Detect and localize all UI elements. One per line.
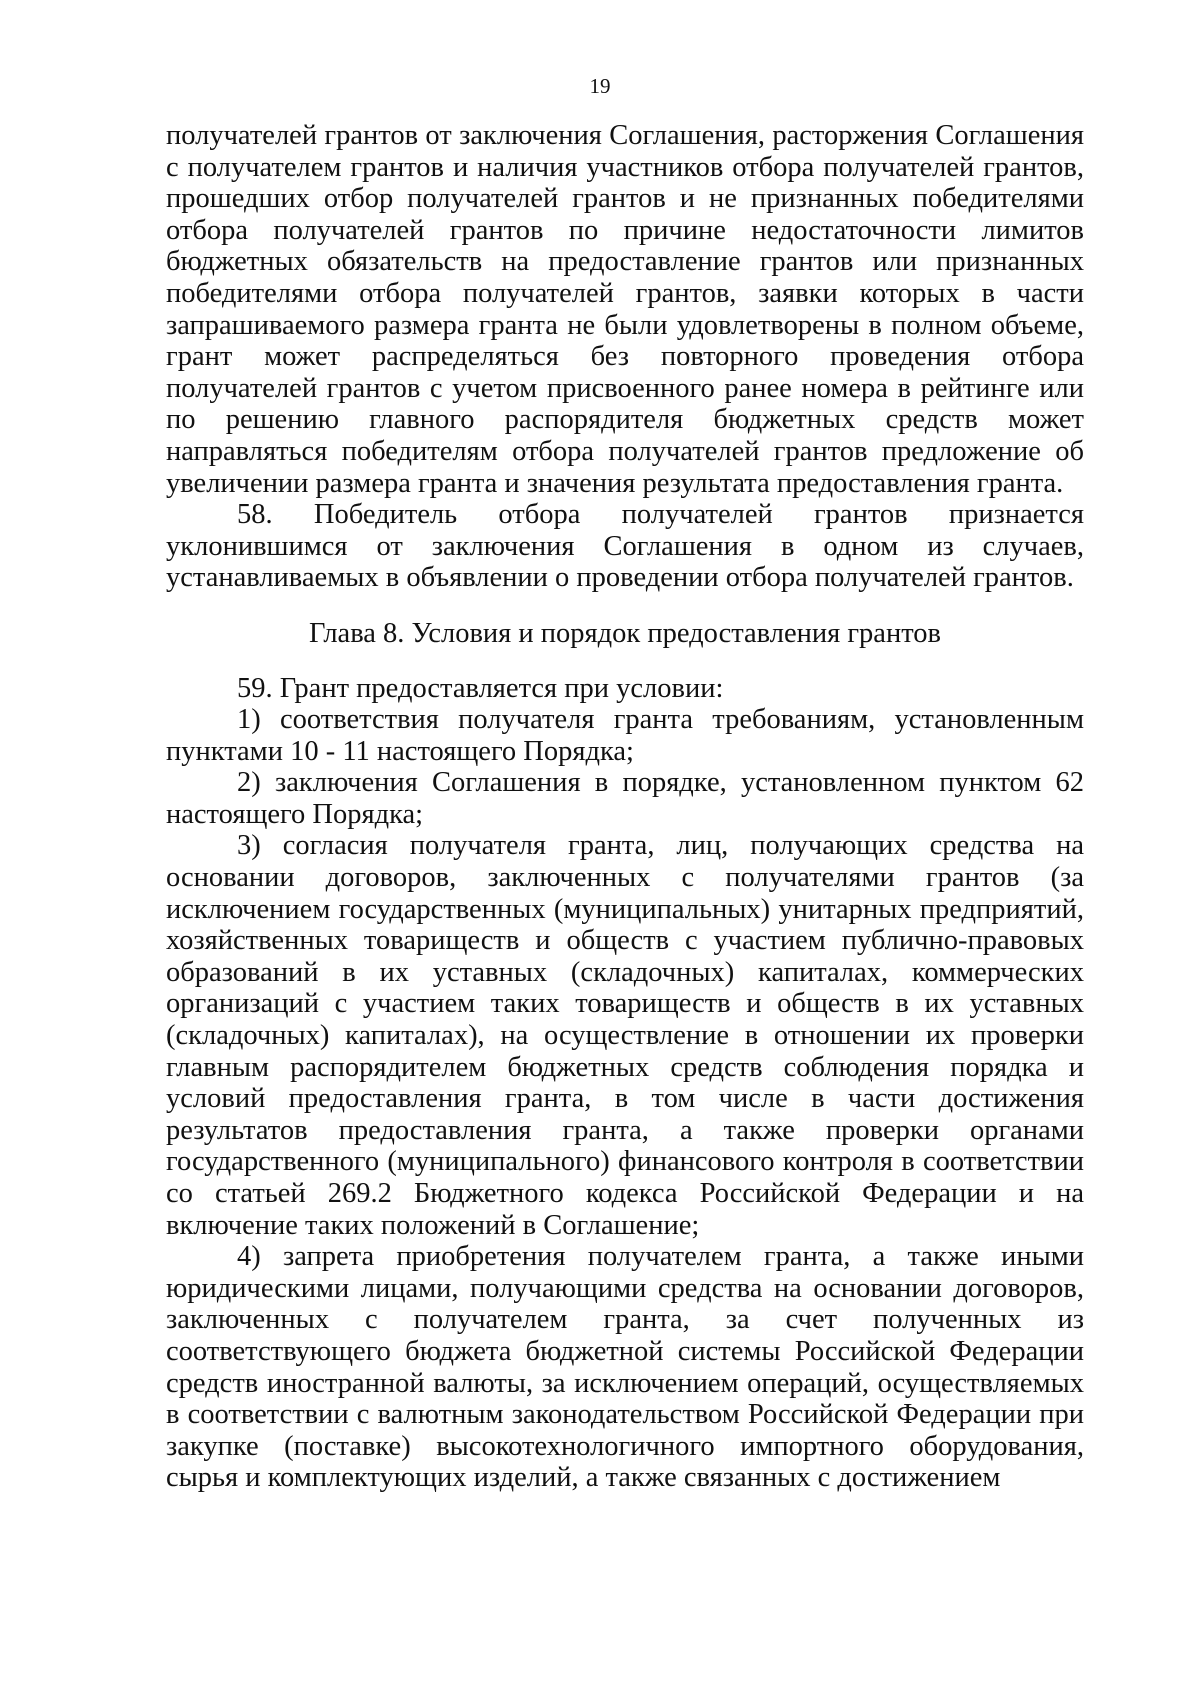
list-item-2: 2) заключения Соглашения в порядке, установленном пунктом 62 настоящего Порядка; xyxy=(166,767,1084,830)
chapter-heading: Глава 8. Условия и порядок предоставления грантов xyxy=(309,617,941,649)
document-body xyxy=(166,120,1084,1494)
paragraph-item-58: 58. Победитель отбора получателей грантов признается уклонившимся от заключения Соглашения в одном из случаев, устанавливаемых в объявлении о проведении отбора получателей грантов. xyxy=(166,499,1084,594)
list-item-3: 3) согласия получателя гранта, лиц, получающих средства на основании договоров, заключенных с получателями грантов (за исключением государственных (муниципальных) унитарных предприятий, хозяйственных товариществ и обществ с участием публично-правовых образований в их уставных (складочных) капиталах, коммерческих организаций с участием таких товариществ и обществ в их уставных (складочных) капиталах), на осуществление в отношении их проверки главным распорядителем бюджетных средств соблюдения порядка и условий предоставления гранта, в том числе в части достижения результатов предоставления гранта, а также проверки органами государственного (муниципального) финансового контроля в соответствии со статьей 269.2 Бюджетного кодекса Российской Федерации и на включение таких положений в Соглашение; xyxy=(166,830,1084,1241)
list-item-1: 1) соответствия получателя гранта требованиям, установленным пунктами 10 - 11 настоящего Порядка; xyxy=(166,704,1084,767)
page-number: 19 xyxy=(589,74,611,98)
list-item-4: 4) запрета приобретения получателем гранта, а также иными юридическими лицами, получающими средства на основании договоров, заключенных с получателем гранта, за счет полученных из соответствующего бюджета бюджетной системы Российской Федерации средств иностранной валюты, за исключением операций, осуществляемых в соответствии с валютным законодательством Российской Федерации при закупке (поставке) высокотехнологичного импортного оборудования, сырья и комплектующих изделий, а также связанных с достижением xyxy=(166,1241,1084,1494)
paragraph-continued: получателей грантов от заключения Соглашения, расторжения Соглашения с получателем грантов и наличия участников отбора получателей грантов, прошедших отбор получателей грантов и не признанных победителями отбора получателей грантов по причине недостаточности лимитов бюджетных обязательств на предоставление грантов или признанных победителями отбора получателей грантов, заявки которых в части запрашиваемого размера гранта не были удовлетворены в полном объеме, грант может распределяться без повторного проведения отбора получателей грантов с учетом присвоенного ранее номера в рейтинге или по решению главного распорядителя бюджетных средств может направляться победителям отбора получателей грантов предложение об увеличении размера гранта и значения результата предоставления гранта. xyxy=(166,120,1084,499)
paragraph-item-59: 59. Грант предоставляется при условии: xyxy=(237,672,724,704)
